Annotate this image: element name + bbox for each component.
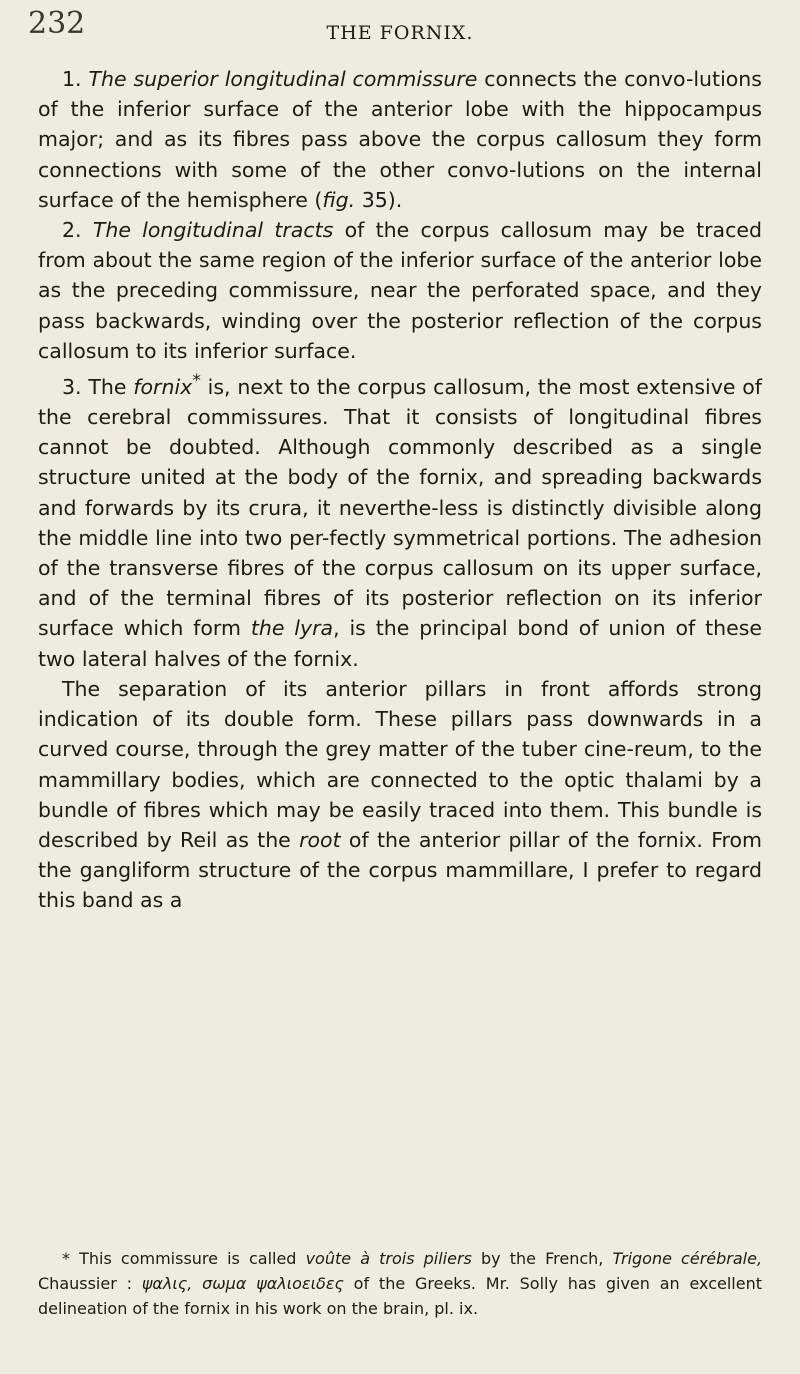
paragraph-3	[38, 366, 762, 674]
paragraph-text: , is the principal bond of union of these two lateral halves of the fornix.	[38, 616, 763, 671]
paragraph-number: 3.	[62, 374, 82, 399]
paragraph-1	[38, 64, 762, 215]
paragraph-text: The separation of its anterior pillars in front affords strong indication of its double form. These pillars pass downwards in a curved course, through the grey matter of the tuber cine-reum, to the mammillary bodies, which are connected to the optic thalami by a bundle of fibres which may be easily traced into them. This bundle is described by Reil as the	[38, 676, 762, 852]
term-superior-longitudinal-commissure: The superior longitudinal commissure	[88, 67, 478, 91]
paragraph-text: is, next to the corpus callosum, the most extensive of the cerebral commissures. That it consists of longitudinal fibres cannot be doubted. Although commonly described as a single structure united at the body of the fornix, and spreading backwards and forwards by its crura, it neverthe-less is distinctly divisible along the middle line into two per-fectly symmetrical portions. The adhesion of the transverse fibres of the corpus callosum on its upper surface, and of the terminal fibres of its posterior reflection on its inferior surface which form	[38, 374, 762, 641]
running-title: THE FORNIX.	[326, 22, 474, 44]
paragraph-text: The	[81, 374, 134, 399]
footnote-segment: by the French,	[471, 1249, 613, 1268]
term-voute: voûte à trois piliers	[305, 1249, 472, 1268]
term-longitudinal-tracts: The longitudinal tracts	[92, 218, 334, 243]
greek-terms: ψαλις, σωμα ψαλιοειδες	[141, 1274, 344, 1293]
figure-reference: fig.	[322, 187, 356, 212]
term-trigone: Trigone cérébrale,	[612, 1249, 763, 1268]
term-fornix: fornix	[133, 374, 193, 399]
paragraph-text: of the anterior pillar of the fornix. From the gangliform structure of the corpus mammillare, I prefer to regard this band as a	[38, 827, 762, 913]
paragraph-number: 2.	[62, 218, 82, 243]
paragraph-4	[38, 674, 762, 916]
body-text	[38, 64, 762, 916]
footnote-segment: Chaussier :	[38, 1274, 142, 1293]
page-number: 232	[28, 6, 86, 41]
footnote	[38, 1246, 762, 1321]
footnote-mark: *	[62, 1249, 70, 1268]
paragraph-text: 35).	[355, 187, 403, 212]
footnote-text	[38, 1246, 762, 1321]
footnote-marker: *	[192, 371, 201, 392]
footnote-segment: This commissure is called	[70, 1249, 306, 1268]
term-root: root	[299, 827, 341, 852]
paragraph-text: connects the convo-lutions of the inferior surface of the anterior lobe with the hippocampus major; and as its fibres pass above the corpus callosum they form connections with some of the other convo-lutions on the internal surface of the hemisphere (	[38, 67, 762, 212]
footnote-segment: of the Greeks. Mr. Solly has given an excellent delineation of the fornix in his work on the brain, pl. ix.	[38, 1274, 763, 1318]
paragraph-number: 1.	[62, 67, 82, 91]
paragraph-2	[38, 215, 762, 366]
paragraph-text: of the corpus callosum may be traced from about the same region of the inferior surface of the anterior lobe as the preceding commissure, near the perforated space, and they pass backwards, winding over the posterior reflection of the corpus callosum to its inferior surface.	[38, 218, 762, 363]
term-lyra: the lyra	[250, 616, 334, 641]
